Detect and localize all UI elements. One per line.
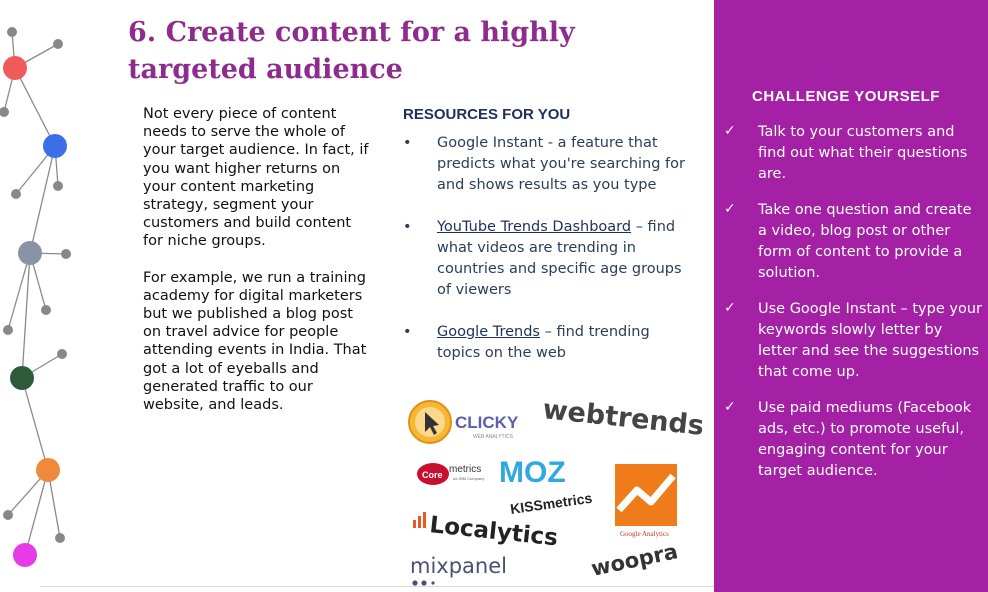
woopra-logo: woopra <box>589 539 680 581</box>
coremetrics-subtext: An IBM Company <box>453 476 485 481</box>
resource-item-google-instant <box>403 133 693 196</box>
checkmark-icon: ✓ <box>724 201 736 217</box>
challenge-heading: CHALLENGE YOURSELF <box>752 88 940 105</box>
challenge-text: Use paid mediums (Facebook ads, etc.) to promote useful, engaging content for your target audience. <box>758 400 972 479</box>
resource-text: – find trending topics on the web <box>437 324 650 361</box>
coremetrics-core-text: Core <box>422 470 443 480</box>
challenge-panel <box>714 0 988 592</box>
challenge-item <box>724 200 984 284</box>
checkmark-icon: ✓ <box>724 300 736 316</box>
bullet-icon: • <box>403 135 412 151</box>
challenge-list <box>724 122 984 497</box>
body-paragraph: For example, we run a training academy for digital marketers but we published a blog post on travel advice for people attending events in India. That got a lot of eyeballs and generated traffic to our website, and leads. <box>143 269 367 414</box>
bullet-icon: • <box>403 324 412 340</box>
divider <box>40 586 714 587</box>
resource-text: – find what videos are trending in countries and specific age groups of viewers <box>437 219 682 298</box>
analytics-logo-collage <box>405 390 705 590</box>
resource-text: Google Instant - a feature that predicts what you're searching for and shows results as you type <box>437 135 685 193</box>
slide-title: 6. Create content for a highly targeted audience <box>128 17 575 85</box>
resources-section <box>403 106 693 385</box>
localytics-logo <box>413 512 559 551</box>
youtube-trends-link[interactable]: YouTube Trends Dashboard <box>437 219 632 235</box>
clicky-subtext: WEB ANALYTICS <box>473 434 513 440</box>
network-decoration <box>0 0 110 592</box>
google-analytics-logo <box>615 464 677 538</box>
challenge-item <box>724 122 984 185</box>
body-text <box>143 105 375 432</box>
resources-heading: RESOURCES FOR YOU <box>403 106 571 123</box>
kissmetrics-logo <box>509 490 593 517</box>
google-analytics-text: Google Analytics <box>620 530 669 538</box>
kissmetrics-text: KISSmetrics <box>509 489 594 517</box>
challenge-item <box>724 398 984 482</box>
localytics-text: Localytics <box>428 512 560 552</box>
resource-item-google-trends <box>403 322 693 364</box>
challenge-text: Use Google Instant – type your keywords slowly letter by letter and see the suggestions that come up. <box>758 301 982 380</box>
checkmark-icon: ✓ <box>724 399 736 415</box>
clicky-text: CLICKY <box>455 413 519 432</box>
webtrends-logo: webtrends <box>541 394 705 442</box>
coremetrics-logo <box>417 463 484 485</box>
mixpanel-logo: mixpanel <box>410 554 507 578</box>
challenge-text: Take one question and create a video, blog post or other form of content to provide a solution. <box>758 202 972 281</box>
resources-list <box>403 133 693 364</box>
resource-item-youtube-trends <box>403 217 693 301</box>
checkmark-icon: ✓ <box>724 123 736 139</box>
coremetrics-text: metrics <box>449 464 482 475</box>
google-trends-link[interactable]: Google Trends <box>437 324 540 340</box>
challenge-text: Talk to your customers and find out what their questions are. <box>758 124 968 182</box>
body-paragraph: Not every piece of content needs to serve the whole of your target audience. In fact, if you want higher returns on your content marketing strategy, segment your customers and build content for niche groups. <box>143 106 369 250</box>
challenge-item <box>724 299 984 383</box>
bullet-icon: • <box>403 219 412 235</box>
moz-logo: MOZ <box>499 456 566 489</box>
clicky-logo <box>409 401 519 443</box>
